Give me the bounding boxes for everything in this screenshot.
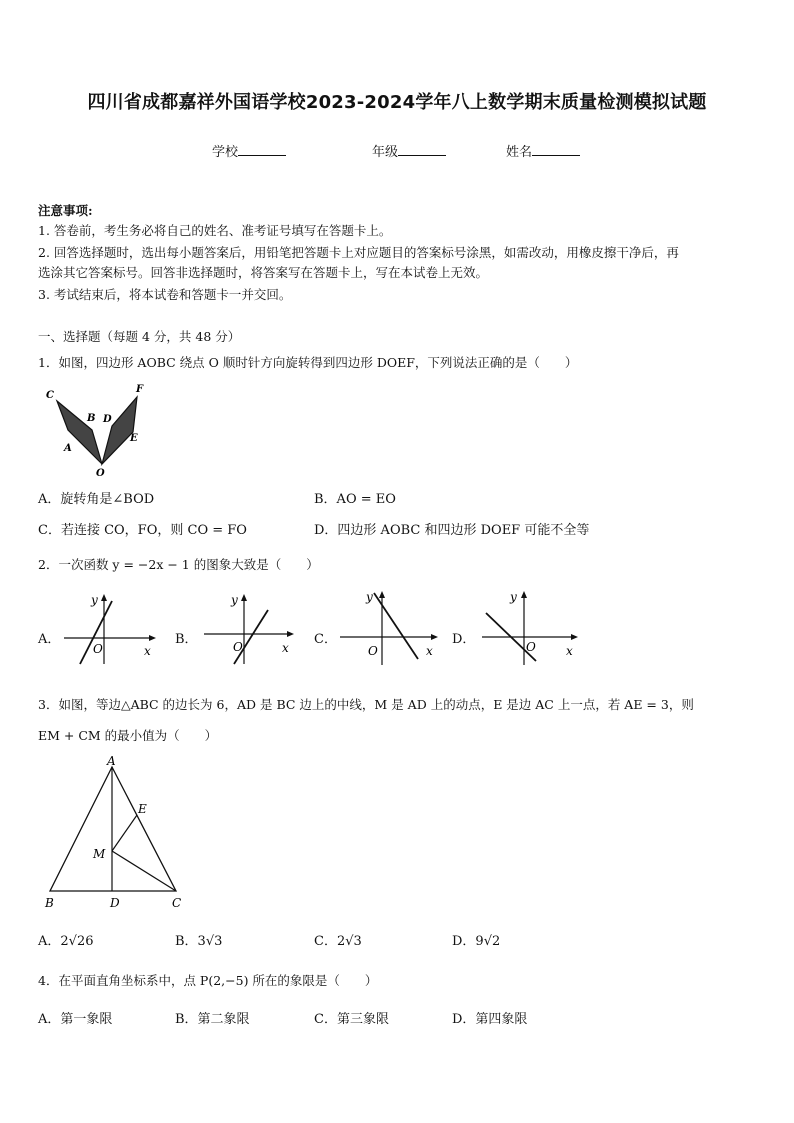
q2d-y-arrow xyxy=(521,591,527,598)
q2b-x-label: x xyxy=(282,641,289,655)
school-field[interactable] xyxy=(212,141,286,160)
q2-option-a[interactable]: A． xyxy=(38,632,61,647)
q2-stem: 2．一次函数 y = −2x − 1 的图象大致是（ ） xyxy=(38,557,319,572)
q2d-origin: O xyxy=(526,640,536,654)
q3-label-b: B xyxy=(45,896,54,910)
q2-graph-d xyxy=(478,585,588,667)
page-title: 四川省成都嘉祥外国语学校2023-2024学年八上数学期末质量检测模拟试题 xyxy=(87,92,707,113)
q2c-line xyxy=(374,593,418,659)
q3-option-a[interactable]: A．2√26 xyxy=(38,934,94,949)
q2-option-c[interactable]: C． xyxy=(314,632,337,647)
q2b-x-arrow xyxy=(287,631,294,637)
q3-option-d[interactable]: D．9√2 xyxy=(452,934,501,949)
q2a-y-arrow xyxy=(101,594,107,601)
section-heading: 一、选择题（每题 4 分，共 48 分） xyxy=(38,329,241,344)
q2b-y-label: y xyxy=(231,593,238,607)
q2a-origin: O xyxy=(93,642,103,656)
q1-stem: 1．如图，四边形 AOBC 绕点 O 顺时针方向旋转得到四边形 DOEF，下列说法正确的是（ ） xyxy=(38,355,578,370)
name-blank[interactable] xyxy=(532,143,580,156)
q1-label-c: C xyxy=(46,390,54,401)
q1-option-c[interactable]: C．若连接 CO，FO，则 CO = FO xyxy=(38,523,247,538)
q2a-x-arrow xyxy=(149,635,156,641)
name-field[interactable] xyxy=(506,141,580,160)
q3-label-m: M xyxy=(93,847,106,861)
q4-option-b[interactable]: B．第二象限 xyxy=(175,1012,250,1027)
q4-stem: 4．在平面直角坐标系中，点 P(2,−5) 所在的象限是（ ） xyxy=(38,973,378,988)
q3-figure xyxy=(40,755,200,915)
q2b-origin: O xyxy=(233,640,243,654)
q3-segment-me xyxy=(112,815,137,851)
notice-item-2b: 选涂其它答案标号。回答非选择题时，将答案写在答题卡上，写在本试卷上无效。 xyxy=(38,265,489,280)
q3-label-e: E xyxy=(138,802,147,816)
q4-option-d[interactable]: D．第四象限 xyxy=(452,1012,528,1027)
grade-field[interactable] xyxy=(372,141,446,160)
q3-triangle-abc xyxy=(50,767,176,891)
notice-item-1: 1. 答卷前，考生务必将自己的姓名、准考证号填写在答题卡上。 xyxy=(38,223,392,238)
q2d-y-label: y xyxy=(510,590,517,604)
q1-option-a[interactable]: A．旋转角是∠BOD xyxy=(38,492,155,507)
q3-label-c: C xyxy=(172,896,182,910)
grade-blank[interactable] xyxy=(398,143,446,156)
q2b-y-arrow xyxy=(241,594,247,601)
q2d-x-label: x xyxy=(566,644,573,658)
q1-quad-doef xyxy=(102,397,137,464)
q1-label-o: O xyxy=(96,468,105,479)
q3-stem-line2: EM + CM 的最小值为（ ） xyxy=(38,728,218,743)
q2-option-d[interactable]: D． xyxy=(452,632,476,647)
q1-figure xyxy=(40,380,150,480)
notice-heading: 注意事项: xyxy=(38,203,93,218)
q3-label-d: D xyxy=(110,896,120,910)
q2c-y-label: y xyxy=(366,590,373,604)
q2-option-b[interactable]: B． xyxy=(175,632,198,647)
q1-label-d: D xyxy=(103,414,112,425)
q1-label-f: F xyxy=(136,384,144,395)
school-blank[interactable] xyxy=(238,143,286,156)
q1-option-d[interactable]: D．四边形 AOBC 和四边形 DOEF 可能不全等 xyxy=(314,523,590,538)
q2-graph-c xyxy=(336,585,446,667)
q1-label-a: A xyxy=(64,443,72,454)
q2-graph-b xyxy=(200,588,300,666)
q2d-x-arrow xyxy=(571,634,578,640)
q3-label-a: A xyxy=(107,755,116,768)
q2a-x-label: x xyxy=(144,644,151,658)
q1-label-b: B xyxy=(87,413,96,424)
q2c-x-label: x xyxy=(426,644,433,658)
q3-option-c[interactable]: C．2√3 xyxy=(314,934,362,949)
school-label: 学校 xyxy=(212,145,239,160)
q3-option-b[interactable]: B．3√3 xyxy=(175,934,223,949)
q2c-origin: O xyxy=(368,644,378,658)
q1-option-b[interactable]: B．AO = EO xyxy=(314,492,396,507)
q4-option-a[interactable]: A．第一象限 xyxy=(38,1012,113,1027)
notice-item-2a: 2. 回答选择题时，选出每小题答案后，用铅笔把答题卡上对应题目的答案标号涂黑，如需改动，用橡皮擦干净后，再 xyxy=(38,245,679,260)
grade-label: 年级 xyxy=(372,145,399,160)
q4-option-c[interactable]: C．第三象限 xyxy=(314,1012,389,1027)
q1-label-e: E xyxy=(130,433,138,444)
notice-item-3: 3. 考试结束后，将本试卷和答题卡一并交回。 xyxy=(38,287,292,302)
q2b-line xyxy=(234,610,268,664)
q3-stem-line1: 3．如图，等边△ABC 的边长为 6，AD 是 BC 边上的中线，M 是 AD 上的动点，E 是边 AC 上一点，若 AE = 3，则 xyxy=(38,697,694,712)
q1-quad-aobc xyxy=(57,401,102,464)
q2-graph-a xyxy=(60,588,160,666)
q2c-x-arrow xyxy=(431,634,438,640)
name-label: 姓名 xyxy=(506,145,533,160)
q2c-y-arrow xyxy=(379,591,385,598)
q2a-y-label: y xyxy=(91,593,98,607)
